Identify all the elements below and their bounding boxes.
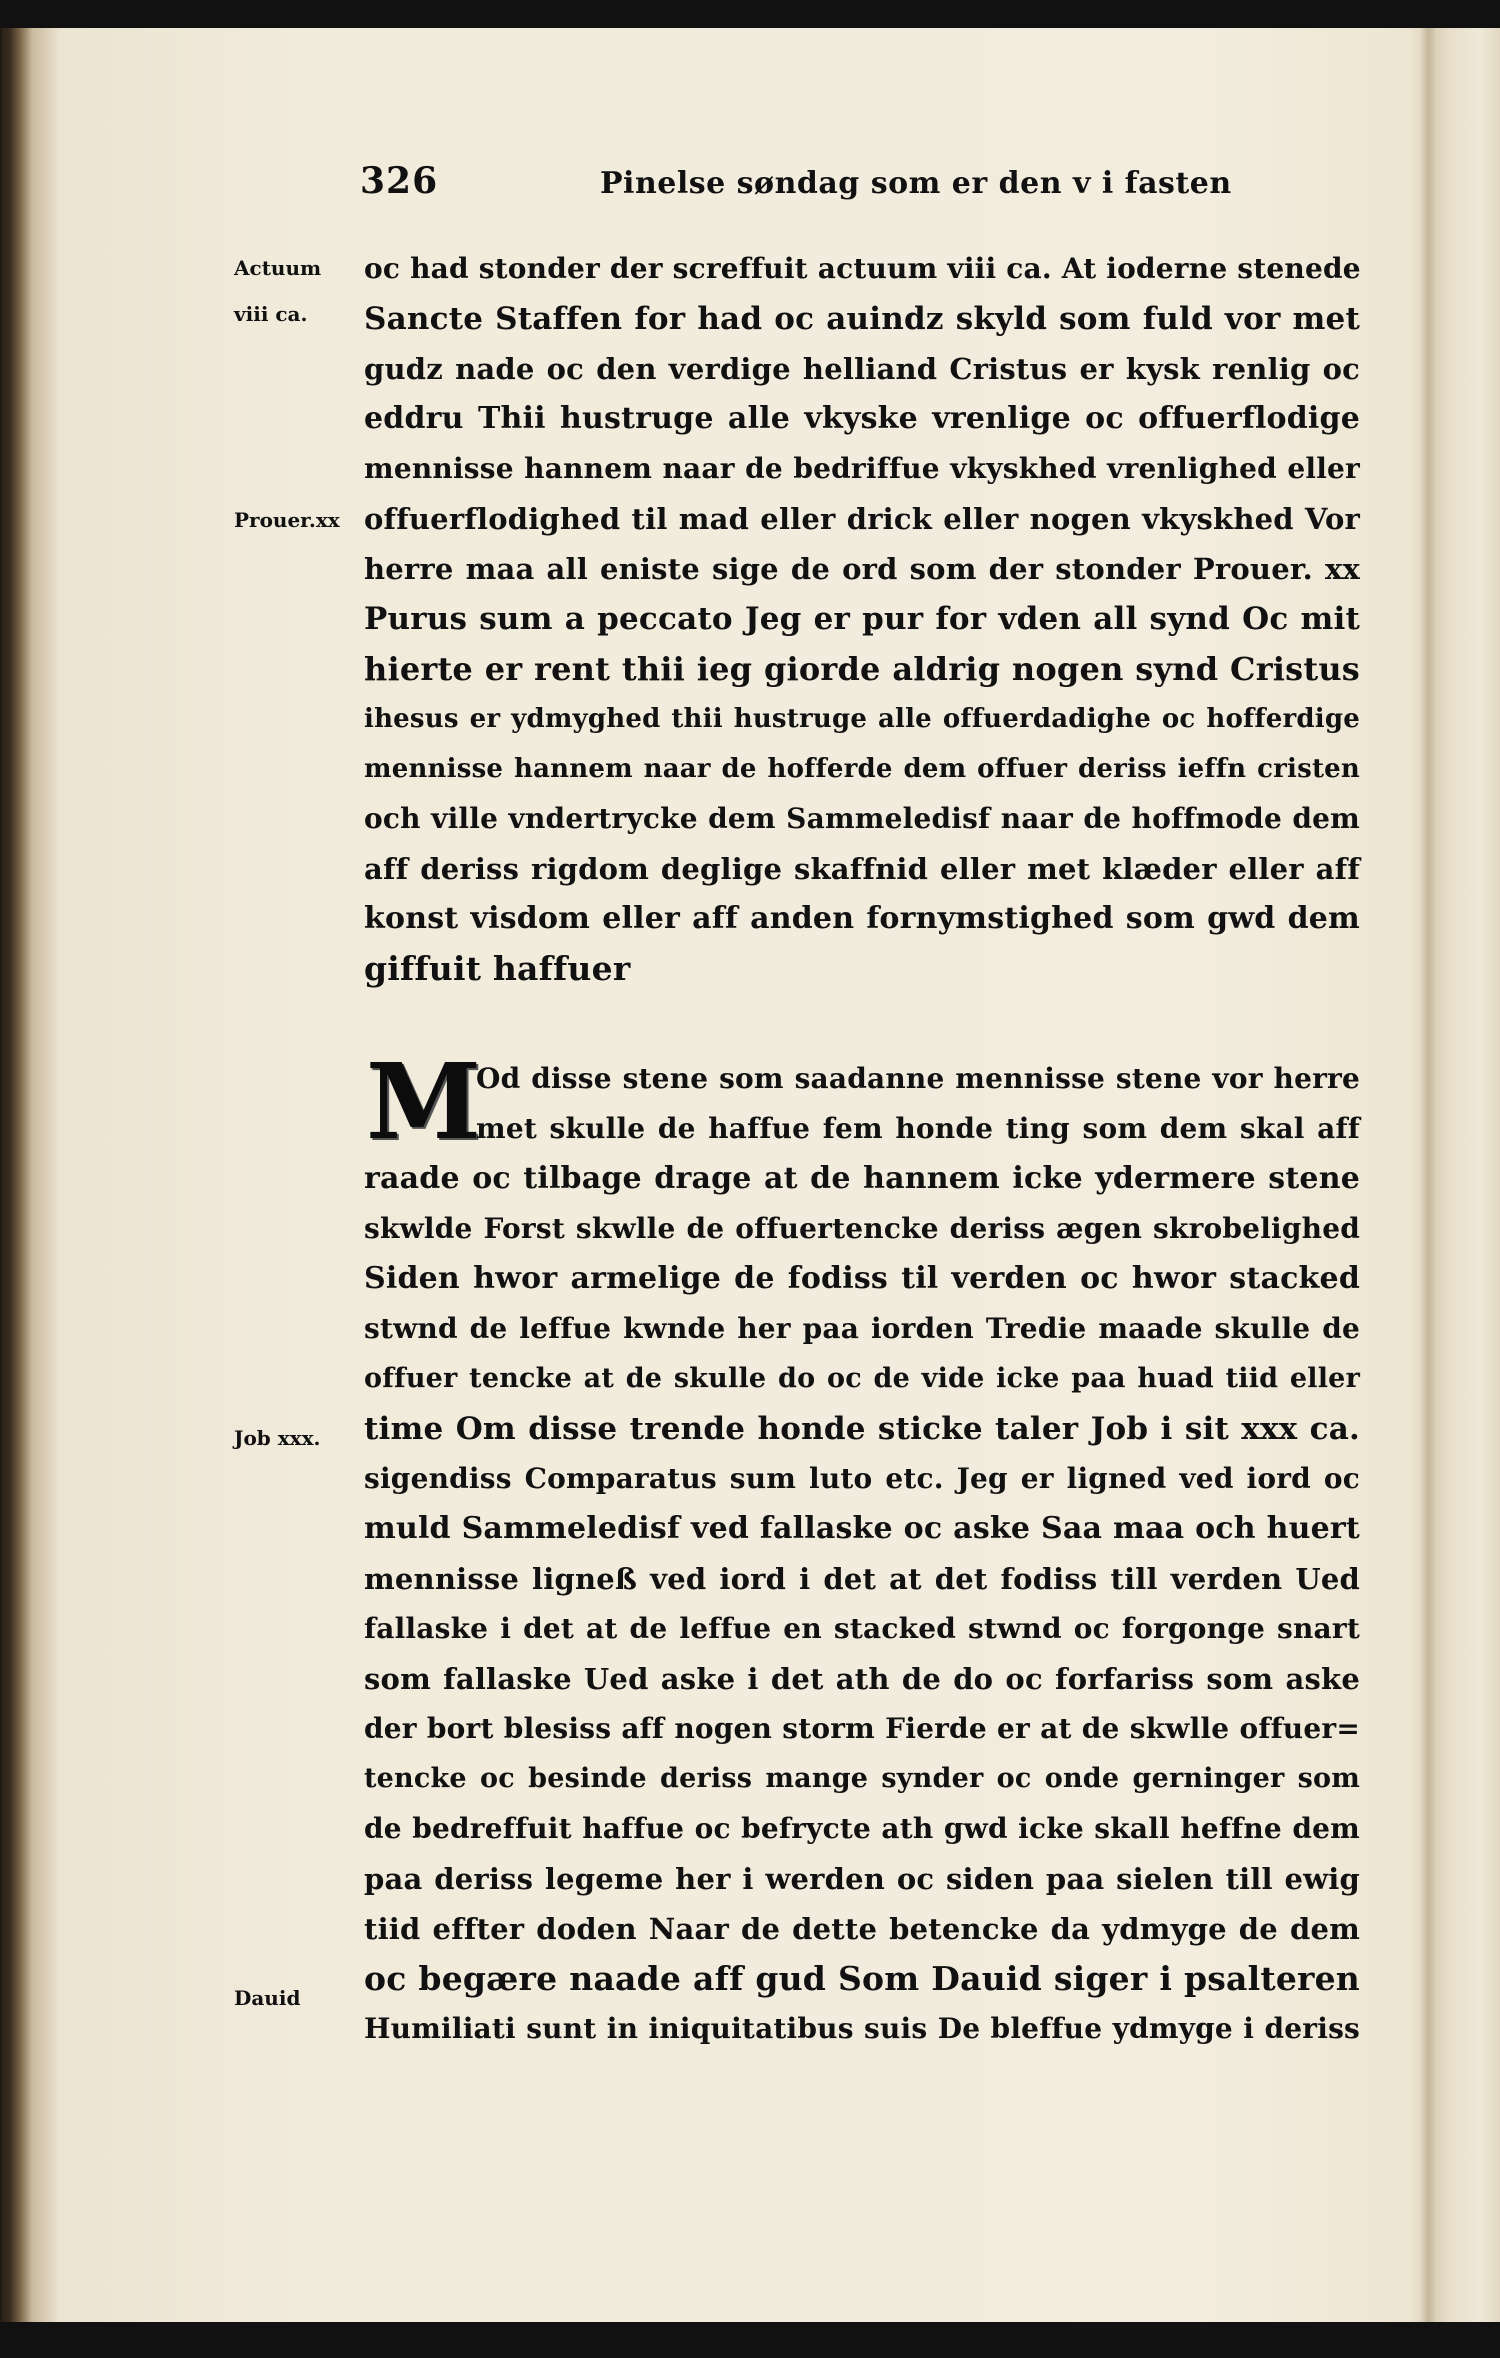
text-line: time Om disse trende honde sticke taler Job i sit xxx ca. bbox=[364, 1411, 1360, 1447]
text-line: mennisse hannem naar de hofferde dem offuer deriss ieffn cristen bbox=[364, 754, 1360, 784]
text-line: Humiliati sunt in iniquitatibus suis De bleffue ydmyge i deriss bbox=[364, 2012, 1360, 2045]
text-line: Sancte Staffen for had oc auindz skyld som fuld vor met bbox=[364, 301, 1360, 337]
text-line: gudz nade oc den verdige helliand Cristus er kysk renlig oc bbox=[364, 352, 1360, 386]
text-line: skwlde Forst skwlle de offuertencke deriss ægen skrobelighed bbox=[364, 1212, 1360, 1245]
text-line: Purus sum a peccato Jeg er pur for vden all synd Oc mit bbox=[364, 601, 1360, 637]
text-line: konst visdom eller aff anden fornymstighed som gwd dem bbox=[364, 901, 1360, 936]
text-line: och ville vndertrycke dem Sammeledisf naar de hoffmode dem bbox=[364, 802, 1360, 835]
text-line: hierte er rent thii ieg giorde aldrig nogen synd Cristus bbox=[364, 650, 1360, 688]
text-line: paa deriss legeme her i werden oc siden paa sielen till ewig bbox=[364, 1862, 1360, 1896]
text-line: muld Sammeledisf ved fallaske oc aske Saa maa och huert bbox=[364, 1511, 1360, 1546]
text-line: aff deriss rigdom deglige skaffnid eller met klæder eller aff bbox=[364, 852, 1360, 886]
text-line: ihesus er ydmyghed thii hustruge alle offuerdadighe oc hofferdige bbox=[364, 704, 1360, 734]
margin-note-job: Job xxx. bbox=[234, 1426, 321, 1450]
text-line: tiid effter doden Naar de dette betencke da ydmyge de dem bbox=[364, 1912, 1360, 1946]
text-line: met skulle de haffue fem honde ting som dem skal aff bbox=[476, 1112, 1360, 1145]
text-line: offuer tencke at de skulle do oc de vide icke paa huad tiid eller bbox=[364, 1363, 1360, 1394]
text-line: Od disse stene som saadanne mennisse stene vor herre bbox=[476, 1062, 1360, 1095]
margin-note-prouer: Prouer.xx bbox=[234, 508, 340, 532]
text-line: stwnd de leffue kwnde her paa iorden Tredie maade skulle de bbox=[364, 1312, 1360, 1345]
page-number: 326 bbox=[360, 160, 439, 202]
margin-note-actuum: Actuum bbox=[234, 256, 322, 280]
text-line: offuerflodighed til mad eller drick eller nogen vkyskhed Vor bbox=[364, 502, 1360, 536]
header-title: Pinelse søndag som er den v i fasten bbox=[600, 166, 1232, 201]
running-head bbox=[360, 160, 1360, 210]
text-line: Siden hwor armelige de fodiss til verden oc hwor stacked bbox=[364, 1261, 1360, 1296]
text-line: eddru Thii hustruge alle vkyske vrenlige oc offuerflodige bbox=[364, 401, 1360, 436]
text-line: der bort blesiss aff nogen storm Fierde er at de skwlle offuer= bbox=[364, 1712, 1360, 1745]
text-line: herre maa all eniste sige de ord som der stonder Prouer. xx bbox=[364, 552, 1360, 586]
text-line: tencke oc besinde deriss mange synder oc onde gerninger som bbox=[364, 1763, 1360, 1794]
text-line: fallaske i det at de leffue en stacked stwnd oc forgonge snart bbox=[364, 1612, 1360, 1645]
text-line: mennisse hannem naar de bedriffue vkyskhed vrenlighed eller bbox=[364, 452, 1360, 485]
text-line: de bedreffuit haffue oc befrycte ath gwd icke skall heffne dem bbox=[364, 1812, 1360, 1845]
margin-note-chapter: viii ca. bbox=[234, 302, 308, 326]
margin-note-dauid: Dauid bbox=[234, 1986, 301, 2010]
text-line: giffuit haffuer bbox=[364, 949, 631, 988]
drop-cap-initial: M bbox=[366, 1040, 476, 1163]
text-line: oc begære naade aff gud Som Dauid siger i psalteren bbox=[364, 1959, 1360, 1998]
text-line: raade oc tilbage drage at de hannem icke ydermere stene bbox=[364, 1161, 1360, 1196]
text-line: sigendiss Comparatus sum luto etc. Jeg er ligned ved iord oc bbox=[364, 1462, 1360, 1495]
text-line: mennisse ligneß ved iord i det at det fodiss till verden Ued bbox=[364, 1562, 1360, 1596]
text-line: oc had stonder der screffuit actuum viii ca. At ioderne stenede bbox=[364, 252, 1361, 285]
text-line: som fallaske Ued aske i det ath de do oc forfariss som aske bbox=[364, 1662, 1360, 1696]
